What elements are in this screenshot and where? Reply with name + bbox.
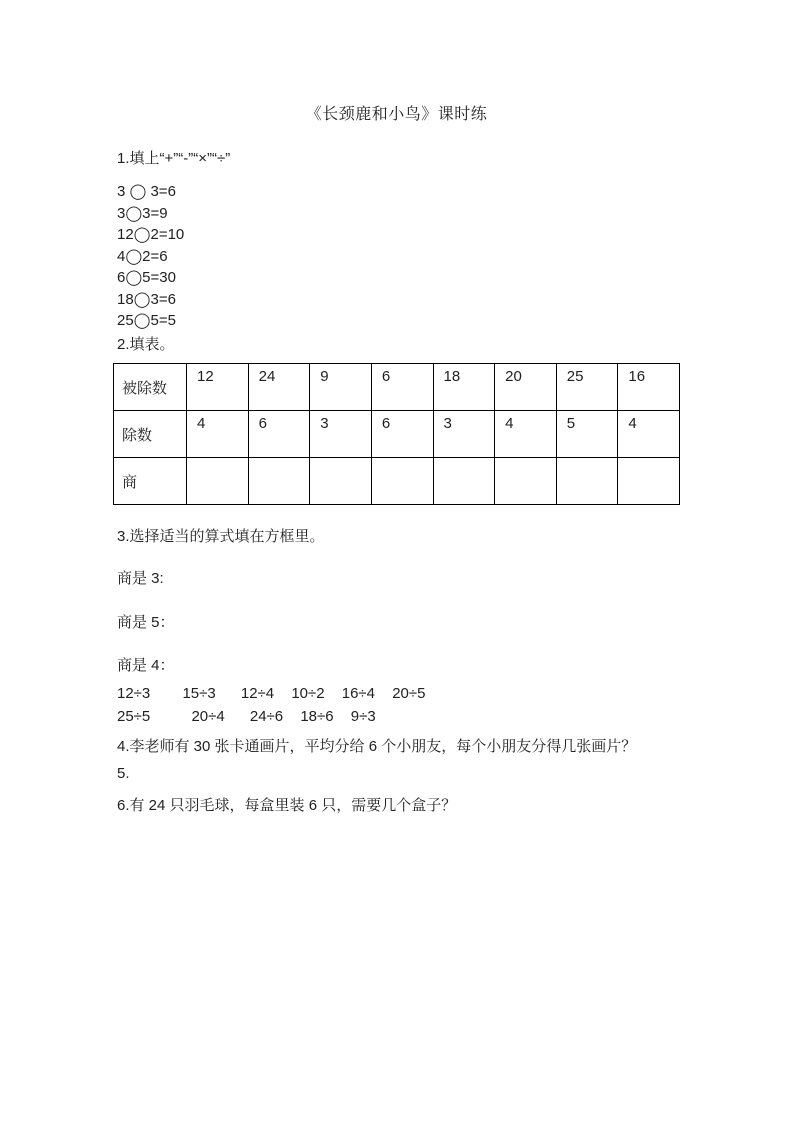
table-cell: 20 [495,364,557,411]
question-3-heading: 3.选择适当的算式填在方框里。 [117,528,325,545]
table-cell: 4 [187,411,249,458]
expression: 24÷6 [249,708,284,725]
expression: 18÷6 [300,708,334,725]
table-cell-blank [618,458,680,505]
table-cell-blank [433,458,495,505]
expression-row-1 [117,685,438,702]
table-cell: 4 [618,411,680,458]
equation-line: 18◯3=6 [117,290,176,308]
table-row-quotient [114,458,680,505]
table-cell: 24 [248,364,310,411]
question-5-text: 5. [117,765,130,782]
table-cell: 6 [371,411,433,458]
question-1-heading: 1.填上“+”“-”“×”“÷” [117,150,231,167]
expression-row-2 [117,708,389,725]
division-table [113,363,680,505]
question-6-text: 6.有 24 只羽毛球，每盒里装 6 只，需要几个盒子？ [117,797,457,814]
table-cell: 6 [371,364,433,411]
row-header-quotient: 商 [114,458,187,505]
table-cell: 18 [433,364,495,411]
table-cell: 4 [495,411,557,458]
table-row-divisor [114,411,680,458]
question-4-text: 4.李老师有 30 张卡通画片，平均分给 6 个小朋友，每个小朋友分得几张画片？ [117,738,637,755]
expression: 9÷3 [350,708,376,725]
equation-line: 25◯5=5 [117,312,176,329]
prompt-quotient-3: 商是 3: [117,570,164,587]
equation-line: 3 ◯ 3=6 [117,183,176,200]
table-cell-blank [310,458,372,505]
prompt-quotient-5: 商是 5： [117,614,175,631]
table-cell: 25 [556,364,618,411]
equation-list [117,181,184,332]
expression: 12÷4 [240,685,275,702]
equation-line: 12◯2=10 [117,226,185,243]
table-cell-blank [495,458,557,505]
equation-line: 6◯5=30 [117,269,176,286]
table-cell: 12 [187,364,249,411]
table-cell: 3 [310,411,372,458]
expression: 20÷5 [392,685,426,702]
table-cell: 16 [618,364,680,411]
expression: 25÷5 [117,708,151,725]
expression: 10÷2 [291,685,325,702]
expression: 15÷3 [182,685,216,702]
table-cell-blank [371,458,433,505]
table-cell: 3 [433,411,495,458]
table-cell-blank [556,458,618,505]
table-cell-blank [187,458,249,505]
equation-line: 3◯3=9 [117,204,168,222]
page-title: 《长颈鹿和小鸟》课时练 [305,106,488,123]
table-cell: 5 [556,411,618,458]
table-cell-blank [248,458,310,505]
expression: 16÷4 [341,685,376,702]
table-cell: 6 [248,411,310,458]
row-header-divisor: 除数 [114,411,187,458]
table-row-dividend [114,364,680,411]
expression: 12÷3 [117,685,151,702]
row-header-dividend: 被除数 [114,364,187,411]
equation-line: 4◯2=6 [117,247,168,265]
question-2-heading: 2.填表。 [117,336,175,353]
prompt-quotient-4: 商是 4： [117,657,175,674]
table-cell: 9 [310,364,372,411]
expression: 20÷4 [191,708,225,725]
